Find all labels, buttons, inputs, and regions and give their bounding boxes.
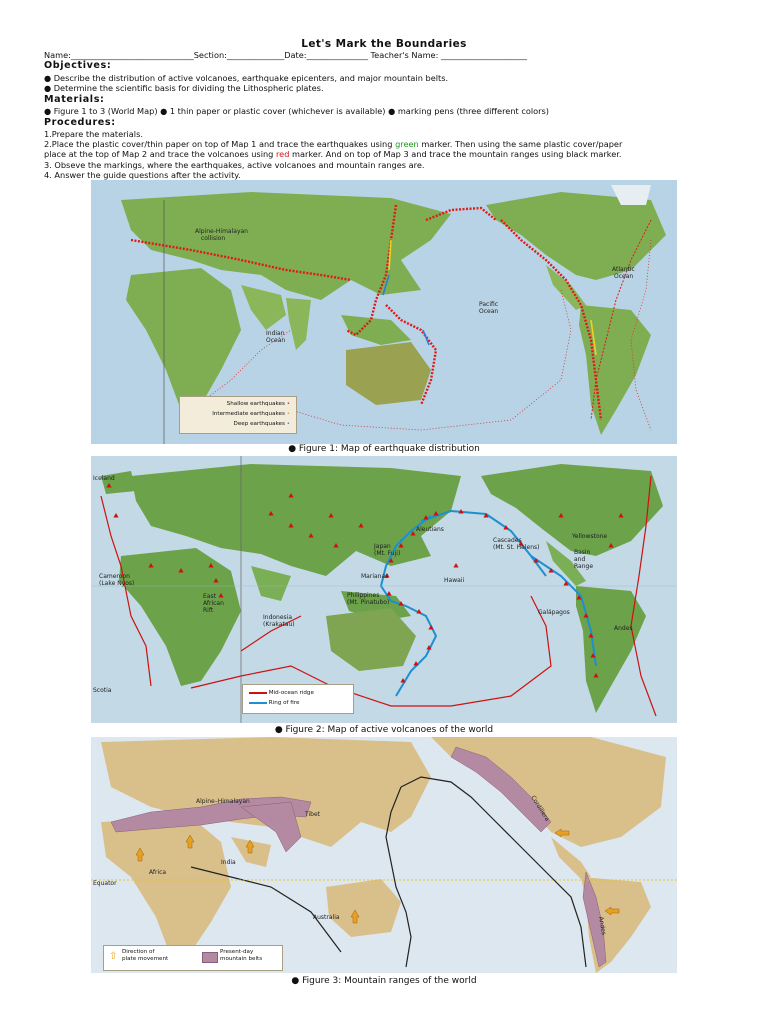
- collision-label: collision: [201, 235, 226, 242]
- procedure-step-4: 4. Answer the guide questions after the activity.: [44, 170, 241, 180]
- mountain-legend: [103, 945, 283, 971]
- basin-label-2: and: [574, 556, 586, 563]
- volcano-legend: [242, 684, 354, 714]
- step-text: marker. Then using the same plastic cover/paper: [418, 139, 623, 149]
- legend-mid-ocean-ridge: Mid-ocean ridge: [249, 690, 314, 696]
- red-word: red: [275, 149, 290, 159]
- mountain-map-image: [91, 737, 677, 973]
- step-text: 2.Place the plastic cover/thin paper on top of Map 1 and trace the earthquakes using: [44, 139, 396, 149]
- volcano-map-image: [91, 456, 677, 723]
- legend-ring-of-fire: Ring of fire: [249, 700, 299, 706]
- objectives-heading: Objectives:: [44, 60, 112, 71]
- step-text: place at the top of Map 2 and trace the volcanoes using: [44, 149, 276, 159]
- mountain-swatch-icon: [202, 952, 218, 963]
- earthquake-legend: [179, 396, 297, 434]
- step-text: marker. And on top of Map 3 and trace the mountain ranges using black marker.: [289, 149, 622, 159]
- legend-shallow: Shallow earthquakes •: [226, 401, 290, 407]
- arrow-legend-icon: ⇧: [109, 951, 118, 962]
- alpine-himalayan-label: Alpine-Himalayan: [195, 228, 248, 235]
- indian-ocean-label-2: Ocean: [266, 337, 286, 344]
- scotia-label: Scotia: [93, 687, 112, 694]
- andes-label: Andes: [614, 625, 633, 632]
- basin-label-3: Range: [574, 563, 594, 570]
- krakatau-label: (Krakatau): [263, 621, 295, 628]
- student-fields-line[interactable]: Name:______________________________Section:______________Date:_______________ Teacher's Name: _____________________: [44, 50, 527, 60]
- materials-text: ● Figure 1 to 3 (World Map) ● 1 thin paper or plastic cover (whichever is available) ● marking pens (three different colors): [44, 106, 549, 116]
- tibet-label: Tibet: [305, 811, 320, 818]
- lake-nyos-label: (Lake Nyos): [99, 580, 135, 587]
- worksheet-title: Let's Mark the Boundaries: [301, 38, 467, 50]
- equator-label: Equator: [93, 880, 117, 887]
- aleutians-label: Aleutians: [416, 526, 444, 533]
- pacific-ocean-label: Pacific: [479, 301, 499, 308]
- atlantic-ocean-label: Atlantic: [612, 266, 635, 273]
- mt-st-helens-label: (Mt. St. Helens): [493, 544, 540, 551]
- indian-ocean-label: Indian: [266, 330, 285, 337]
- east-african-label: East: [203, 593, 216, 600]
- mt-pinatubo-label: (Mt. Pinatubo): [347, 599, 390, 606]
- procedures-heading: Procedures:: [44, 117, 116, 128]
- figure-1-earthquake-map: [91, 180, 677, 444]
- procedure-step-2a: [44, 139, 622, 149]
- figure-3-mountain-map: [91, 737, 677, 973]
- objective-item: ● Describe the distribution of active volcanoes, earthquake epicenters, and major mountain belts.: [44, 73, 449, 83]
- legend-mountain-belts: Present-day mountain belts: [220, 949, 263, 962]
- australia-label: Australia: [313, 914, 340, 921]
- hawaii-label: Hawaii: [444, 577, 465, 584]
- cameroon-label: Cameroon: [99, 573, 130, 580]
- legend-deep: Deep earthquakes •: [233, 421, 290, 427]
- andes-label: Andes: [597, 916, 608, 936]
- india-label: India: [221, 859, 236, 866]
- green-word: green: [395, 139, 419, 149]
- procedure-step-2b: [44, 149, 621, 159]
- east-african-label-2: African: [203, 600, 224, 607]
- mt-fuji-label: (Mt. Fuji): [374, 550, 401, 557]
- figure-2-volcano-map: [91, 456, 677, 723]
- figure-2-caption: ● Figure 2: Map of active volcanoes of the world: [274, 725, 494, 735]
- pacific-ocean-label-2: Ocean: [479, 308, 499, 315]
- atlantic-ocean-label-2: Ocean: [614, 273, 634, 280]
- alpine-himalayan-label: Alpine–Himalayan: [196, 798, 250, 805]
- materials-heading: Materials:: [44, 94, 105, 105]
- procedure-step-3: 3. Obseve the markings, where the earthquakes, active volcanoes and mountain ranges are.: [44, 160, 425, 170]
- figure-3-caption: ● Figure 3: Mountain ranges of the world: [291, 976, 477, 986]
- figure-1-caption: ● Figure 1: Map of earthquake distribution: [288, 444, 480, 454]
- legend-plate-movement: Direction of plate movement: [122, 949, 169, 962]
- east-african-label-3: Rift: [203, 607, 214, 614]
- japan-label: Japan: [374, 543, 391, 550]
- cordillera-label: Cordillera: [529, 794, 551, 823]
- galapagos-label: Galápagos: [538, 609, 570, 616]
- africa-label: Africa: [149, 869, 167, 876]
- objective-item: ● Determine the scientific basis for dividing the Lithospheric plates.: [44, 83, 324, 93]
- indonesia-label: Indonesia: [263, 614, 293, 621]
- basin-label: Basin: [574, 549, 591, 556]
- iceland-label: Iceland: [93, 475, 115, 482]
- yellowstone-label: Yellowstone: [572, 533, 608, 540]
- procedure-step-1: 1.Prepare the materials.: [44, 129, 143, 139]
- legend-intermediate: Intermediate earthquakes •: [212, 411, 290, 417]
- marianas-label: Marianas: [361, 573, 389, 580]
- cascades-label: Cascades: [493, 537, 522, 544]
- philippines-label: Philippines: [347, 592, 380, 599]
